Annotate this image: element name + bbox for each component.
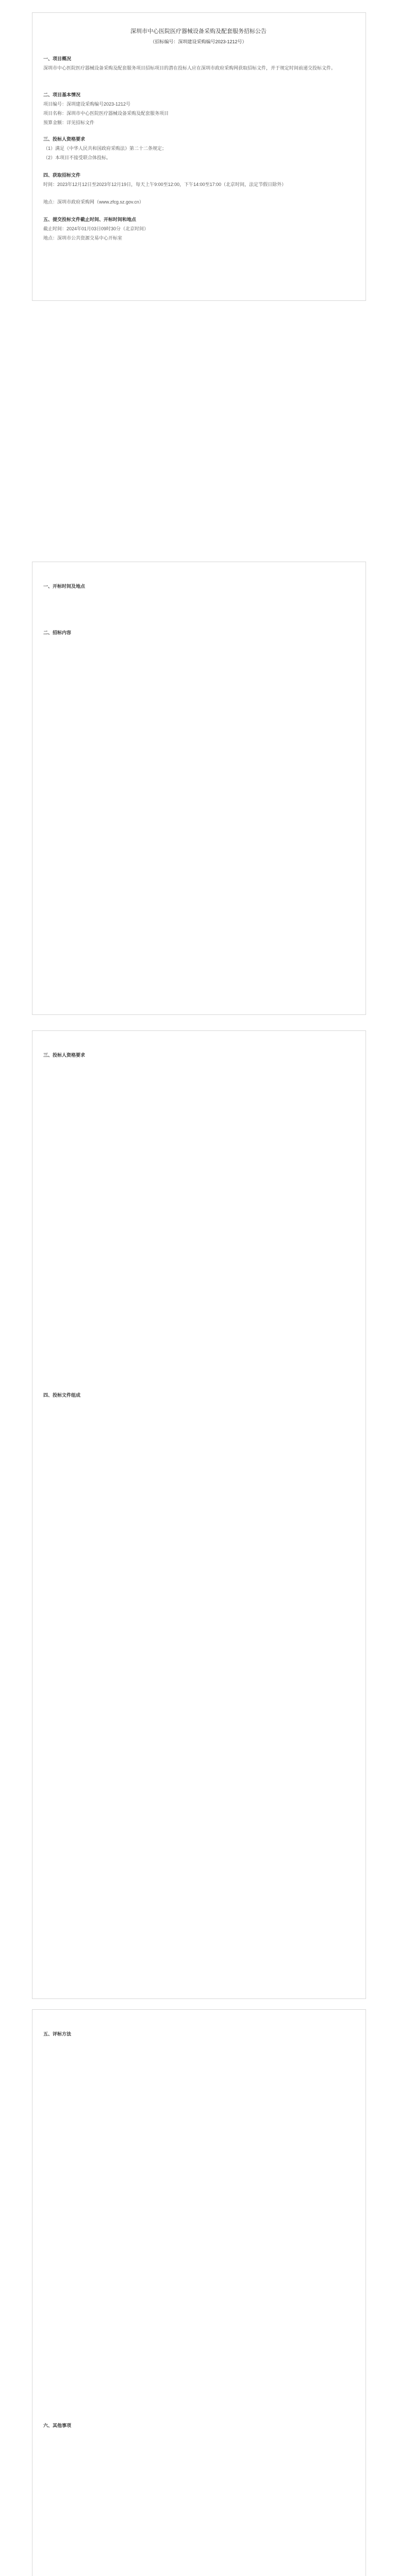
page-4-heading-b: 六、其他事项 bbox=[43, 2423, 72, 2428]
page-3-heading-b: 四、投标文件组成 bbox=[43, 1393, 81, 1398]
section-heading-qualification: 三、投标人资格要求 bbox=[43, 137, 86, 142]
paragraph-submit-1: 截止时间：2024年01月03日09时30分（北京时间） bbox=[43, 226, 149, 231]
paragraph-basic-3: 预算金额：详见招标文件 bbox=[43, 120, 95, 125]
page-3 bbox=[32, 1030, 366, 1999]
page-4-heading: 五、评标方法 bbox=[43, 2031, 72, 2037]
page-2-heading-b: 二、招标内容 bbox=[43, 630, 72, 635]
document-subtitle: （招标编号：深圳建设采购编号2023-1212号） bbox=[150, 39, 247, 44]
page-3-heading: 三、投标人资格要求 bbox=[43, 1053, 86, 1058]
paragraph-time-1: 时间：2023年12月12日至2023年12月19日，每天上午9:00至12:00，下午14:00至17:00（北京时间，法定节假日除外） bbox=[43, 182, 287, 187]
document-title: 深圳市中心医院医疗器械设备采购及配套服务招标公告 bbox=[130, 28, 267, 35]
paragraph-basic-2: 项目名称：深圳市中心医院医疗器械设备采购及配套服务项目 bbox=[43, 111, 169, 116]
section-heading-overview: 一、项目概况 bbox=[43, 56, 72, 61]
section-heading-basic-info: 二、项目基本情况 bbox=[43, 92, 81, 97]
section-heading-time: 四、获取招标文件 bbox=[43, 173, 81, 178]
paragraph-qual-2: （2）本项目不接受联合体投标。 bbox=[43, 155, 111, 160]
paragraph-qual-1: （1）满足《中华人民共和国政府采购法》第二十二条规定； bbox=[43, 146, 167, 151]
page-4 bbox=[32, 2009, 366, 2576]
page-2-heading: 一、开标时间及地点 bbox=[43, 584, 86, 589]
section-heading-submit: 五、提交投标文件截止时间、开标时间和地点 bbox=[43, 217, 137, 222]
paragraph-submit-2: 地点：深圳市公共资源交易中心开标室 bbox=[43, 235, 123, 241]
paragraph-basic-1: 项目编号：深圳建设采购编号2023-1212号 bbox=[43, 101, 131, 107]
paragraph-overview: 深圳市中心医院医疗器械设备采购及配套服务项目招标项目的潜在投标人应在深圳市政府采购网获取招标文件，并于规定时间前递交投标文件。 bbox=[43, 65, 336, 71]
paragraph-time-2: 地点：深圳市政府采购网（www.zfcg.sz.gov.cn） bbox=[43, 199, 144, 205]
